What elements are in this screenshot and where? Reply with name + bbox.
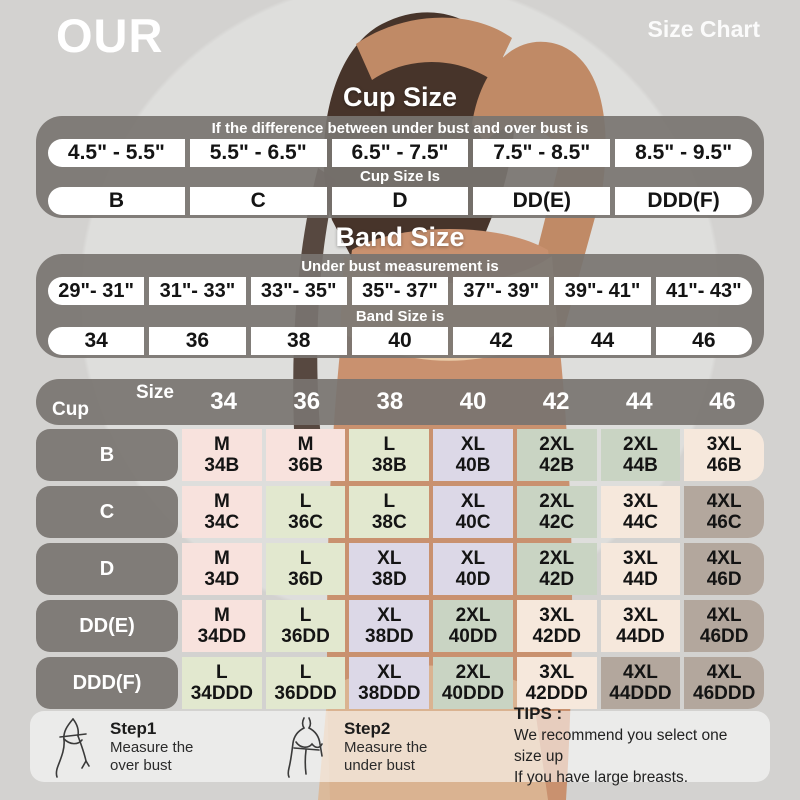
matrix-cell-size: 2XL: [455, 661, 491, 683]
matrix-row: [36, 486, 764, 538]
band-size-cell: 36: [149, 327, 245, 355]
band-size-row: [48, 327, 752, 355]
matrix-cell-code: 38C: [371, 512, 407, 533]
step2-texts: [344, 719, 427, 774]
matrix-cell-code: 46DDD: [693, 683, 756, 704]
matrix-cell-code: 42D: [539, 569, 575, 590]
matrix-cell: [517, 429, 597, 481]
matrix-cell-size: M: [213, 490, 230, 512]
matrix-corner: [36, 379, 182, 425]
matrix-cell-code: 40DDD: [441, 683, 505, 704]
cup-letter-cell: DD(E): [473, 187, 610, 215]
cup-size-title: Cup Size: [342, 82, 457, 112]
matrix-cell-code: 40B: [455, 455, 491, 476]
matrix-cell-size: XL: [377, 547, 402, 569]
step1-texts: [110, 719, 193, 774]
cup-size-panel: [36, 116, 764, 218]
matrix-cell-code: 42B: [539, 455, 575, 476]
matrix-cell-code: 44DD: [616, 626, 665, 647]
step2-title: Step2: [344, 718, 391, 738]
step1-title: Step1: [110, 718, 157, 738]
matrix-row-label: DD(E): [36, 600, 178, 652]
matrix-cell-size: 3XL: [623, 604, 658, 626]
matrix-column-header: 42: [542, 388, 570, 415]
cup-range-cell: 8.5" - 9.5": [615, 139, 752, 167]
matrix-cell: [182, 600, 262, 652]
band-range-row: [48, 277, 752, 305]
matrix-cell-code: 38DD: [365, 626, 414, 647]
matrix-cell-size: L: [383, 433, 396, 455]
step2-line1: Measure the: [344, 738, 428, 756]
matrix-cell-code: 42DD: [532, 626, 582, 647]
cup-range-cell: 6.5" - 7.5": [332, 139, 469, 167]
matrix-cell: [182, 486, 262, 538]
band-range-cell: 41"- 43": [656, 277, 752, 305]
matrix-cell: [266, 486, 346, 538]
band-range-cell: 31"- 33": [149, 277, 245, 305]
page-title: Size Chart: [647, 16, 760, 42]
matrix-body: [36, 429, 764, 714]
tips-line1: We recommend you select one size up: [514, 727, 728, 766]
matrix-column-header: 46: [709, 388, 736, 415]
matrix-cell-code: 36B: [288, 455, 323, 476]
matrix-cell: [182, 657, 262, 709]
matrix-row-label: D: [36, 543, 178, 595]
cup-size-middle-label: Cup Size Is: [359, 168, 441, 186]
matrix-cell-size: 4XL: [706, 661, 742, 683]
matrix-cell-code: 44DDD: [609, 683, 672, 704]
matrix-row: [36, 657, 764, 709]
band-size-middle-label: Band Size is: [355, 307, 445, 325]
matrix-cell-size: L: [383, 490, 396, 512]
matrix-cell-code: 34B: [204, 455, 240, 476]
matrix-cell: [433, 543, 513, 595]
matrix-cell-code: 44D: [623, 569, 658, 590]
matrix-cell-code: 34DD: [197, 626, 247, 647]
matrix-column-header: 44: [625, 388, 653, 415]
matrix-cell-size: L: [299, 661, 312, 683]
matrix-row: [36, 543, 764, 595]
matrix-cell-size: 4XL: [623, 661, 658, 683]
matrix-cell: [684, 486, 764, 538]
matrix-cell-code: 36D: [288, 569, 323, 590]
matrix-corner-size-label: Size: [135, 382, 174, 403]
cup-letter-row: [48, 187, 752, 215]
matrix-row-label: DDD(F): [36, 657, 178, 709]
band-size-panel: [36, 254, 764, 358]
band-range-cell: 39"- 41": [554, 277, 650, 305]
matrix-cell-size: 4XL: [706, 547, 742, 569]
cup-letter-cell: D: [332, 187, 469, 215]
matrix-cell: [266, 600, 346, 652]
matrix-cell-size: M: [213, 604, 230, 626]
matrix-cell-size: 4XL: [706, 490, 742, 512]
matrix-column-header: 38: [376, 388, 404, 415]
band-range-cell: 33"- 35": [251, 277, 347, 305]
matrix-column-header: 36: [293, 388, 321, 415]
band-size-cell: 42: [453, 327, 549, 355]
matrix-cell: [349, 429, 429, 481]
matrix-cell: [349, 657, 429, 709]
matrix-cell-size: L: [299, 547, 312, 569]
matrix-cell-code: 40D: [455, 569, 491, 590]
matrix-cell: [601, 486, 681, 538]
band-size-cell: 44: [554, 327, 650, 355]
matrix-cell-size: XL: [377, 604, 402, 626]
matrix-cell-size: M: [297, 433, 314, 455]
step1-line1: Measure the: [110, 738, 194, 756]
matrix-cell: [266, 657, 346, 709]
matrix-cell: [349, 600, 429, 652]
matrix-cell: [433, 429, 513, 481]
tips-line2: If you have large breasts.: [514, 768, 689, 786]
matrix-header: [36, 379, 764, 425]
matrix-cell: [433, 600, 513, 652]
matrix-cell-code: 36C: [288, 512, 323, 533]
matrix-cell: [601, 600, 681, 652]
matrix-cell: [433, 486, 513, 538]
matrix-cell-size: 3XL: [623, 490, 658, 512]
matrix-cell-code: 46DD: [699, 626, 749, 647]
band-size-cell: 38: [251, 327, 347, 355]
matrix-cell: [266, 429, 346, 481]
matrix-cell-size: XL: [377, 661, 402, 683]
matrix-cell: [433, 657, 513, 709]
matrix-cell: [601, 543, 681, 595]
matrix-cell: [684, 429, 764, 481]
matrix-cell-code: 44B: [623, 455, 658, 476]
matrix-corner-cup-label: Cup: [52, 399, 89, 420]
matrix-cell-code: 40C: [455, 512, 491, 533]
band-range-cell: 35"- 37": [352, 277, 448, 305]
matrix-cell-size: 3XL: [706, 433, 742, 455]
matrix-cell-size: 4XL: [706, 604, 742, 626]
matrix-cell-code: 34D: [204, 569, 240, 590]
matrix-cell-size: L: [216, 661, 228, 683]
matrix-cell-code: 46D: [706, 569, 742, 590]
band-size-subtitle: Under bust measurement is: [301, 258, 499, 276]
matrix-cell-code: 34C: [204, 512, 240, 533]
matrix-cell-size: 3XL: [539, 604, 575, 626]
matrix-cell: [601, 429, 681, 481]
step2-line2: under bust: [344, 756, 415, 774]
matrix-cell-code: 36DDD: [274, 683, 337, 704]
matrix-cell: [517, 600, 597, 652]
matrix-cell: [182, 429, 262, 481]
band-range-cell: 29"- 31": [48, 277, 144, 305]
matrix-cell: [684, 657, 764, 709]
cup-range-row: [48, 139, 752, 167]
tips-block: [496, 704, 752, 789]
matrix-cell-size: 2XL: [539, 547, 575, 569]
band-size-title: Band Size: [335, 222, 465, 252]
brand-logo: OUR: [56, 9, 164, 62]
footer-panel: [30, 704, 770, 786]
matrix-cell-size: 2XL: [539, 490, 575, 512]
matrix-cell-code: 40DD: [448, 626, 498, 647]
band-range-cell: 37"- 39": [453, 277, 549, 305]
matrix-cell-code: 36DD: [281, 626, 330, 647]
cup-letter-cell: C: [190, 187, 327, 215]
cup-letter-cell: DDD(F): [615, 187, 752, 215]
measure-under-bust-icon: [282, 716, 330, 778]
matrix-cell-size: L: [299, 604, 312, 626]
matrix-cell-size: M: [213, 433, 230, 455]
matrix-cell-code: 34DDD: [190, 683, 254, 704]
matrix-cell-code: 38B: [371, 455, 407, 476]
cup-letter-cell: B: [48, 187, 185, 215]
matrix-cell-code: 44C: [623, 512, 658, 533]
cup-range-cell: 7.5" - 8.5": [473, 139, 610, 167]
matrix-cell-size: 2XL: [623, 433, 658, 455]
matrix-cell-size: 3XL: [623, 547, 658, 569]
cup-size-subtitle: If the difference between under bust and over bust is: [211, 119, 589, 137]
matrix-cell-size: 3XL: [539, 661, 575, 683]
measure-over-bust-icon: [48, 716, 96, 778]
step1-line2: over bust: [110, 756, 172, 774]
matrix-cell-size: XL: [460, 490, 486, 512]
band-size-cell: 40: [352, 327, 448, 355]
matrix-cell-size: 2XL: [539, 433, 575, 455]
matrix-cell: [684, 600, 764, 652]
matrix-cell-code: 46B: [706, 455, 742, 476]
matrix-cell-code: 38D: [371, 569, 407, 590]
matrix-cell: [684, 543, 764, 595]
cup-range-cell: 5.5" - 6.5": [190, 139, 327, 167]
band-size-cell: 34: [48, 327, 144, 355]
band-size-cell: 46: [656, 327, 752, 355]
matrix-cell: [349, 543, 429, 595]
matrix-cell-code: 46C: [706, 512, 742, 533]
matrix-row: [36, 600, 764, 652]
matrix-cell-size: M: [213, 547, 230, 569]
matrix-cell-size: XL: [460, 433, 486, 455]
matrix-column-header: 34: [210, 388, 237, 415]
matrix-row-label: B: [36, 429, 178, 481]
cup-range-cell: 4.5" - 5.5": [48, 139, 185, 167]
matrix-cell-code: 42C: [539, 512, 575, 533]
matrix-cell-size: XL: [460, 547, 486, 569]
step1-block: [48, 716, 282, 778]
tips-title: TIPS :: [514, 704, 563, 724]
matrix-cell: [517, 657, 597, 709]
matrix-cell: [349, 486, 429, 538]
matrix-cell: [182, 543, 262, 595]
matrix-cell: [517, 543, 597, 595]
matrix-column-header: 40: [459, 388, 487, 415]
matrix-cell-code: 42DDD: [525, 683, 588, 704]
matrix-row: [36, 429, 764, 481]
matrix-cell: [266, 543, 346, 595]
matrix-cell: [517, 486, 597, 538]
matrix-cell-size: 2XL: [455, 604, 491, 626]
step2-block: [282, 716, 496, 778]
matrix-cell-code: 38DDD: [358, 683, 421, 704]
matrix-cell: [601, 657, 681, 709]
matrix-row-label: C: [36, 486, 178, 538]
matrix-cell-size: L: [299, 490, 312, 512]
